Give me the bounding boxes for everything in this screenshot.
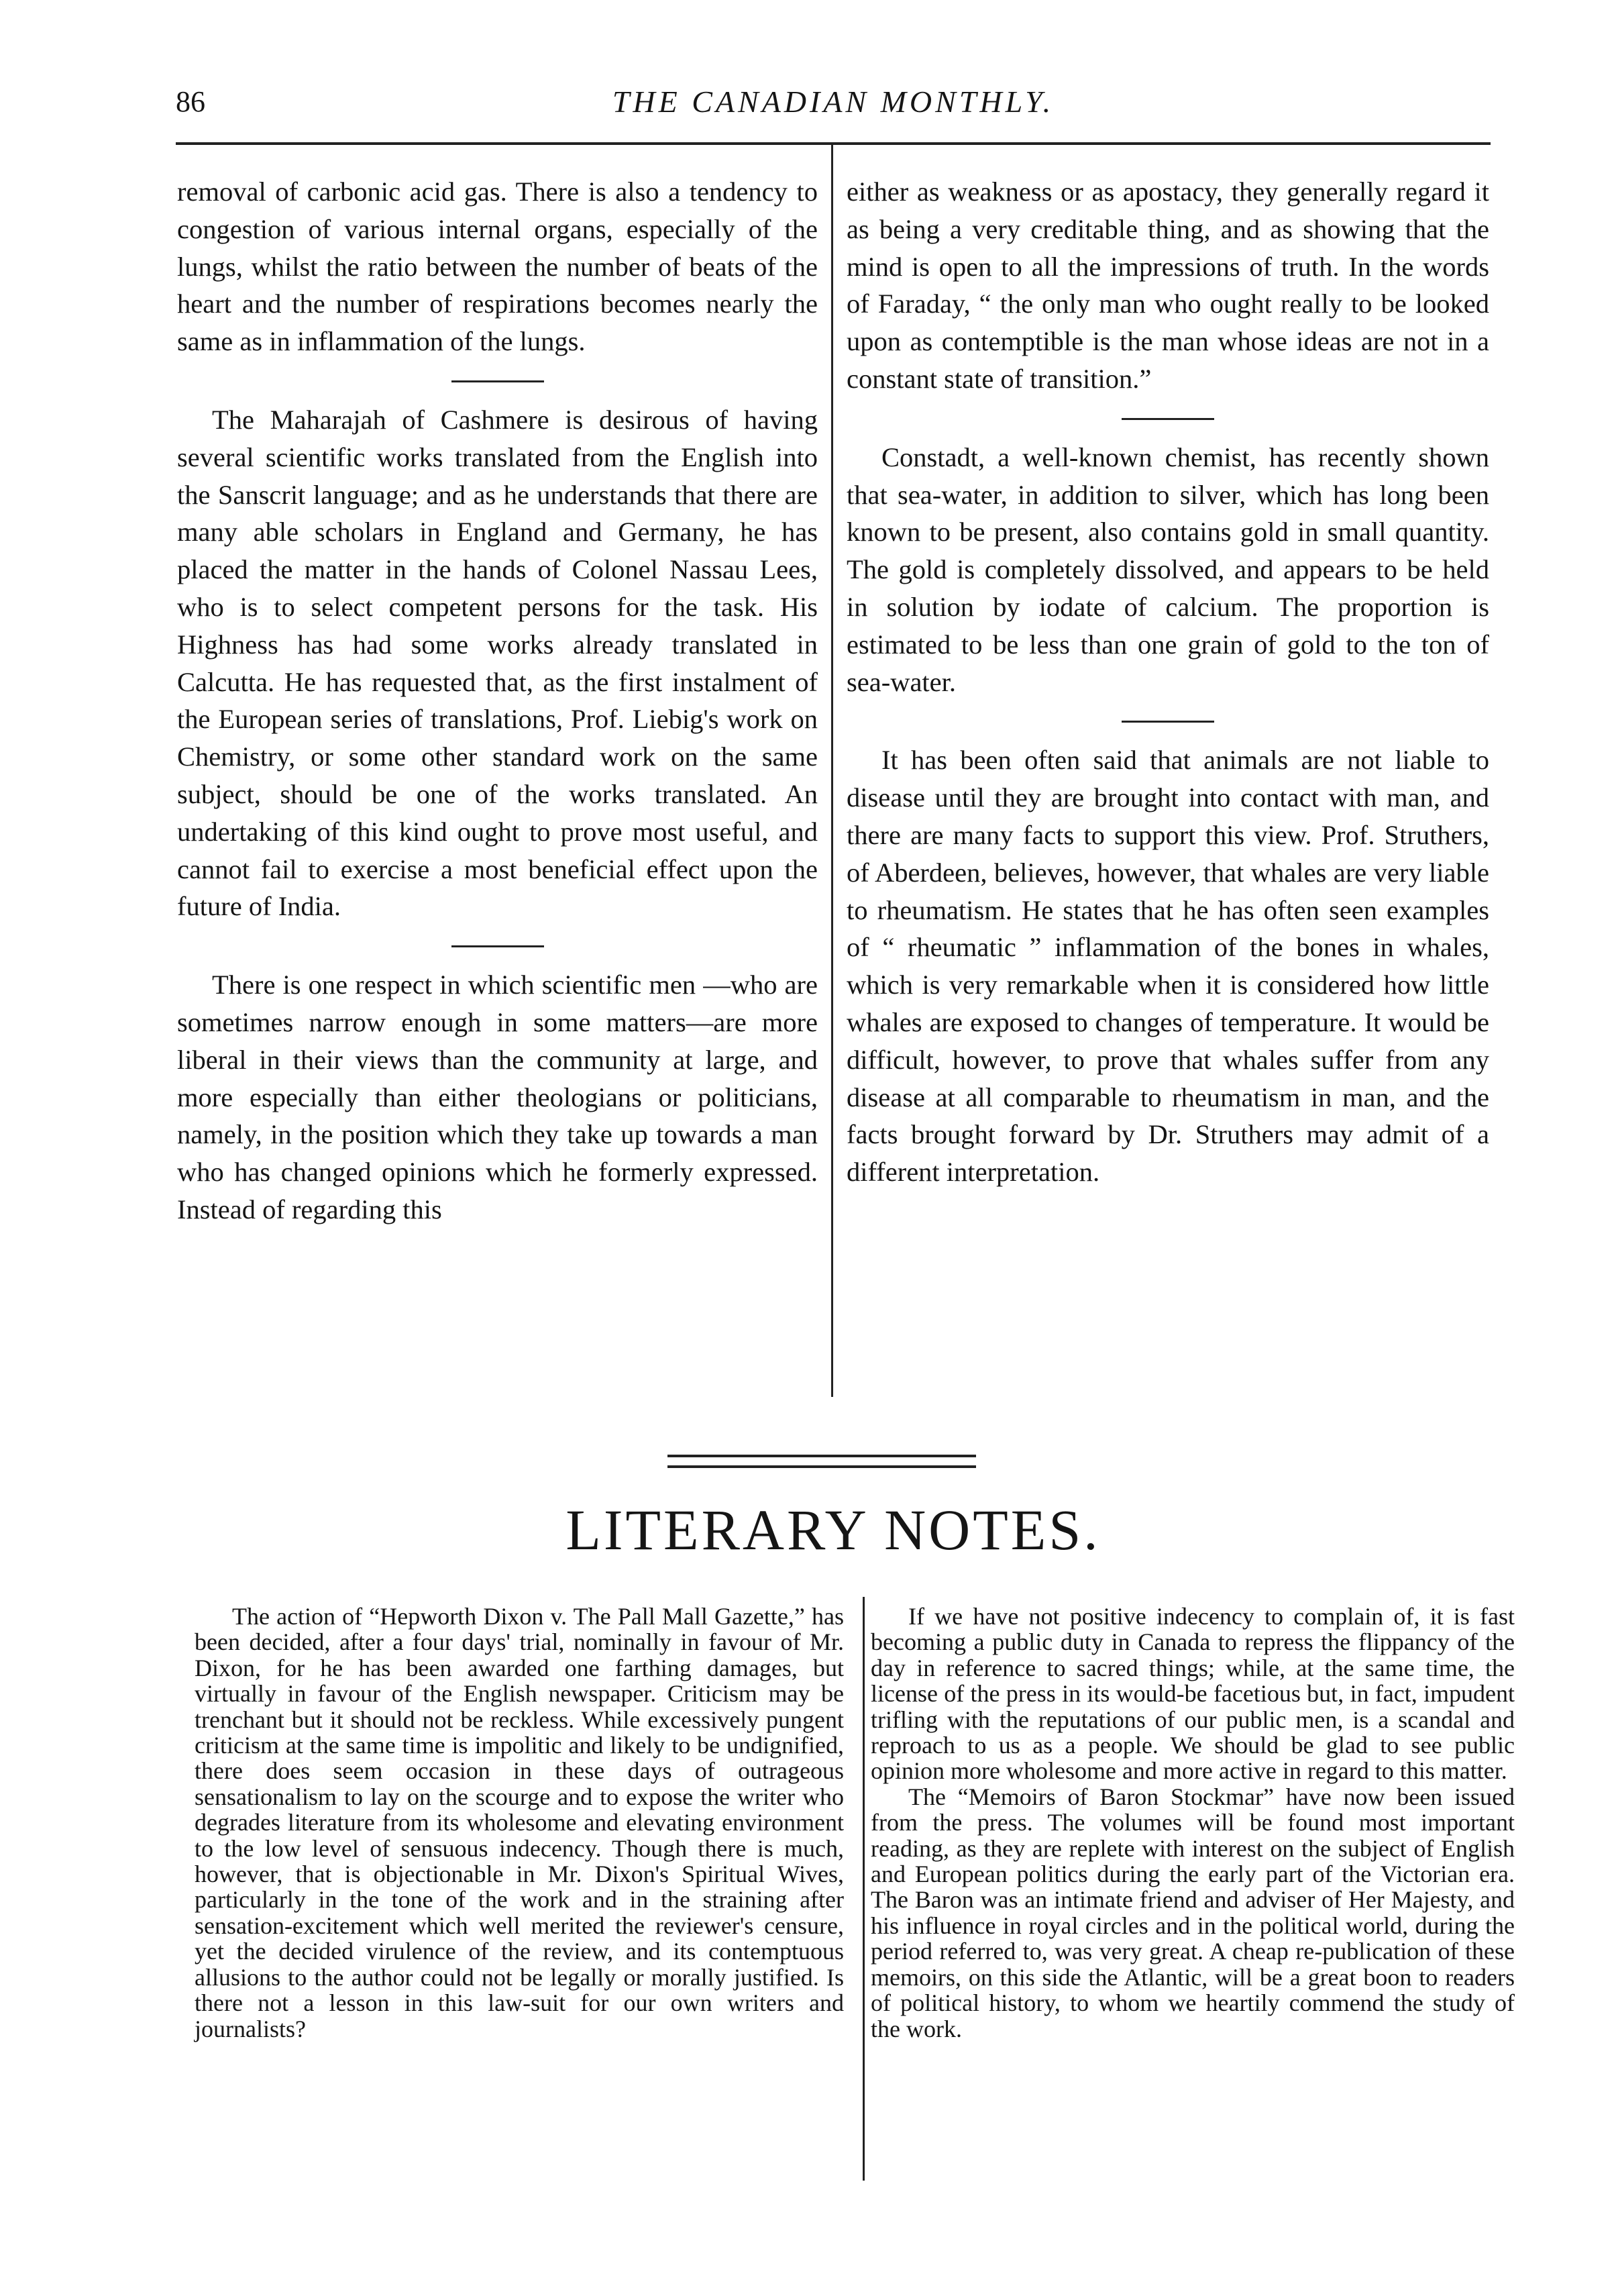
paragraph: The action of “Hepworth Dixon v. The Pall Mall Gazette,” has been decided, after a four days' trial, nominally in favour of Mr. Dixon, for he has been awarded one farthing damages, but virtually in favour of the English newspaper. Criticism may be trenchant but it should not be reckless. While excessively pungent criticism at the same time is impolitic and likely to be undignified, there does seem occasion in these days of outrageous sensationalism to lay on the scourge and to expose the writer who degrades literature from its wholesome and elevating environment to the low level of sensuous indecency. Though there is much, however, that is objectionable in Mr. Dixon's Spiritual Wives, particularly in the tone of the work and in the straining after sensation-excitement which well merited the reviewer's censure, yet the decided virulence of the review, and its contemptuous allusions to the author could not be legally or morally justified. Is there not a lesson in this law-suit for our own writers and journalists?: [195, 1603, 844, 2042]
double-rule-bottom: [667, 1465, 976, 1468]
science-right-column: [847, 173, 1489, 1191]
section-title: LITERARY NOTES.: [566, 1498, 1101, 1562]
literary-right-column: [871, 1604, 1515, 2042]
page-header: [176, 83, 1491, 123]
section-separator: [451, 380, 544, 382]
column-divider: [863, 1597, 865, 2181]
paragraph: The “Memoirs of Baron Stockmar” have now been issued from the press. The volumes will be found most important reading, as they are replete with interest on the subject of English and European politics during the early part of the Victorian era. The Baron was an intimate friend and adviser of Her Majesty, and his influence in royal circles and in the political world, during the period referred to, was very great. A cheap re-publication of these memoirs, on this side the Atlantic, will be a great boon to readers of political history, to whom we heartily commend the study of the work.: [871, 1783, 1515, 2042]
header-rule: [176, 142, 1491, 145]
section-separator: [1122, 721, 1214, 723]
paragraph: There is one respect in which scientific men —who are sometimes narrow enough in some matters—are more liberal in their views than the community at large, and more especially than either theologians or politicians, namely, in the position which they take up towards a man who has changed opinions which he formerly expressed. Instead of regarding this: [177, 970, 818, 1224]
paragraph: either as weakness or as apostacy, they generally regard it as being a very creditable thing, and as showing that the mind is open to all the impressions of truth. In the words of Faraday, “ the only man who ought really to be looked upon as contemptible is the man whose ideas are not in a constant state of transition.”: [847, 176, 1489, 394]
page-number: 86: [176, 85, 205, 118]
science-left-column: [177, 173, 818, 1229]
section-separator: [451, 945, 544, 947]
paragraph: removal of carbonic acid gas. There is also a tendency to congestion of various internal organs, especially of the lungs, whilst the ratio between the number of beats of the heart and the number of respirations becomes nearly the same as in inflammation of the lungs.: [177, 176, 818, 357]
paragraph: It has been often said that animals are not liable to disease until they are brought into contact with man, and there are many facts to support this view. Prof. Struthers, of Aberdeen, believes, however, that whales are very liable to rheumatism. He states that he has often seen examples of “ rheumatic ” inflammation of the bones in whales, which is very remarkable when it is considered how little whales are exposed to changes of temperature. It would be difficult, however, to prove that whales suffer from any disease at all comparable to rheumatism in man, and the facts brought forward by Dr. Struthers may admit of a different interpretation.: [847, 745, 1489, 1188]
paragraph: Constadt, a well-known chemist, has recently shown that sea-water, in addition to silver, which has long been known to be present, also contains gold in small quantity. The gold is completely dissolved, and appears to be held in solution by iodate of calcium. The proportion is estimated to be less than one grain of gold to the ton of sea-water.: [847, 441, 1489, 697]
paragraph: The Maharajah of Cashmere is desirous of having several scientific works translated from the English into the Sanscrit language; and as he understands that there are many able scholars in England and Germany, he has placed the matter in the hands of Colonel Nassau Lees, who is to select competent persons for the task. His Highness has had some works already translated in Calcutta. He has requested that, as the first instalment of the European series of translations, Prof. Liebig's work on Chemistry, or some other standard work on the same subject, should be one of the works translated. An undertaking of this kind ought to prove most useful, and cannot fail to exercise a most beneficial effect upon the future of India.: [177, 404, 818, 922]
column-divider: [831, 144, 833, 1397]
section-separator: [1122, 418, 1214, 420]
paragraph: If we have not positive indecency to complain of, it is fast becoming a public duty in Canada to repress the flippancy of the day in reference to sacred things; while, at the same time, the license of the press in its would-be facetious but, in fact, impudent trifling with the reputations of our public men, is a scandal and reproach to us as a people. We should be glad to see public opinion more wholesome and more active in regard to this matter.: [871, 1603, 1515, 1785]
running-title: THE CANADIAN MONTHLY.: [612, 85, 1055, 119]
literary-left-column: [195, 1604, 844, 2042]
double-rule-top: [667, 1455, 976, 1457]
